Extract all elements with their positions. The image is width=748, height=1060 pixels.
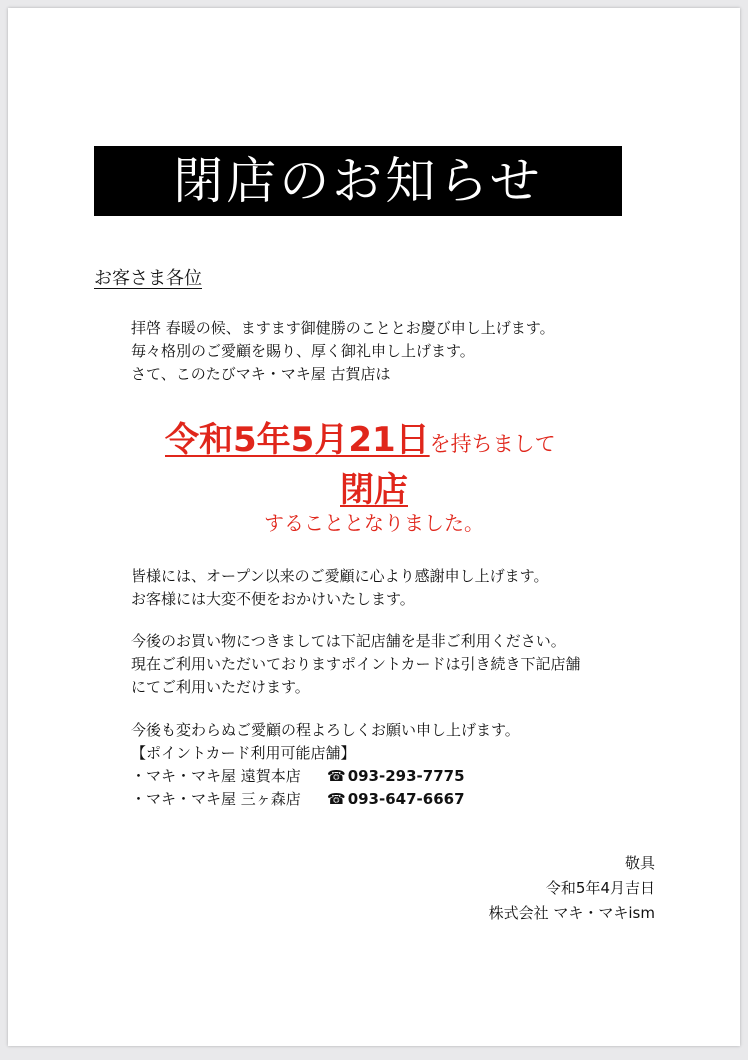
signature-block	[489, 851, 655, 926]
signoff: 敬具	[624, 854, 655, 872]
phone-icon: ☎	[327, 790, 346, 808]
store-item	[131, 765, 520, 788]
guide-line: 今後のお買い物につきましては下記店舗を是非ご利用ください。	[131, 632, 566, 650]
intro-line: 毎々格別のご愛顧を賜り、厚く御礼申し上げます。	[131, 342, 475, 360]
page-title: 閉店のお知らせ	[173, 152, 543, 210]
thanks-paragraph	[131, 565, 548, 611]
stores-section	[131, 719, 520, 811]
store-name: ・マキ・マキ屋 遠賀本店	[131, 767, 301, 785]
thanks-line: 皆様には、オープン以来のご愛顧に心より感謝申し上げます。	[131, 567, 549, 585]
phone-number: 093-293-7775	[347, 767, 465, 785]
closing-sub-text: することとなりました。	[264, 511, 484, 535]
store-name: ・マキ・マキ屋 三ヶ森店	[131, 790, 301, 808]
closing-word	[0, 462, 748, 511]
stores-heading: 【ポイントカード利用可能店舗】	[131, 744, 356, 762]
company-name: 株式会社 マキ・マキism	[488, 904, 655, 922]
guide-line: にてご利用いただけます。	[131, 678, 310, 696]
closing-date-line	[165, 412, 556, 461]
guide-line: 現在ご利用いただいておりますポイントカードは引き続き下記店舗	[131, 655, 581, 673]
thanks-line: お客様には大変不便をおかけいたします。	[131, 590, 415, 608]
store-phone	[327, 788, 465, 811]
salutation: お客さま各位	[94, 268, 202, 289]
phone-number: 093-647-6667	[347, 790, 465, 808]
closing-word-text: 閉店	[340, 470, 408, 510]
store-item	[131, 788, 520, 811]
store-phone	[327, 765, 465, 788]
title-banner	[94, 146, 622, 216]
intro-line: さて、このたびマキ・マキ屋 古賀店は	[131, 365, 391, 383]
intro-paragraph	[131, 317, 555, 386]
issue-date: 令和5年4月吉日	[545, 879, 655, 897]
intro-line: 拝啓 春暖の候、ますます御健勝のこととお慶び申し上げます。	[131, 319, 555, 337]
phone-icon: ☎	[327, 767, 346, 785]
closing-date: 令和5年5月21日	[165, 420, 430, 460]
guide-paragraph	[131, 630, 581, 699]
regards-line: 今後も変わらぬご愛顧の程よろしくお願い申し上げます。	[131, 721, 520, 739]
closing-date-suffix: を持ちまして	[429, 432, 556, 456]
